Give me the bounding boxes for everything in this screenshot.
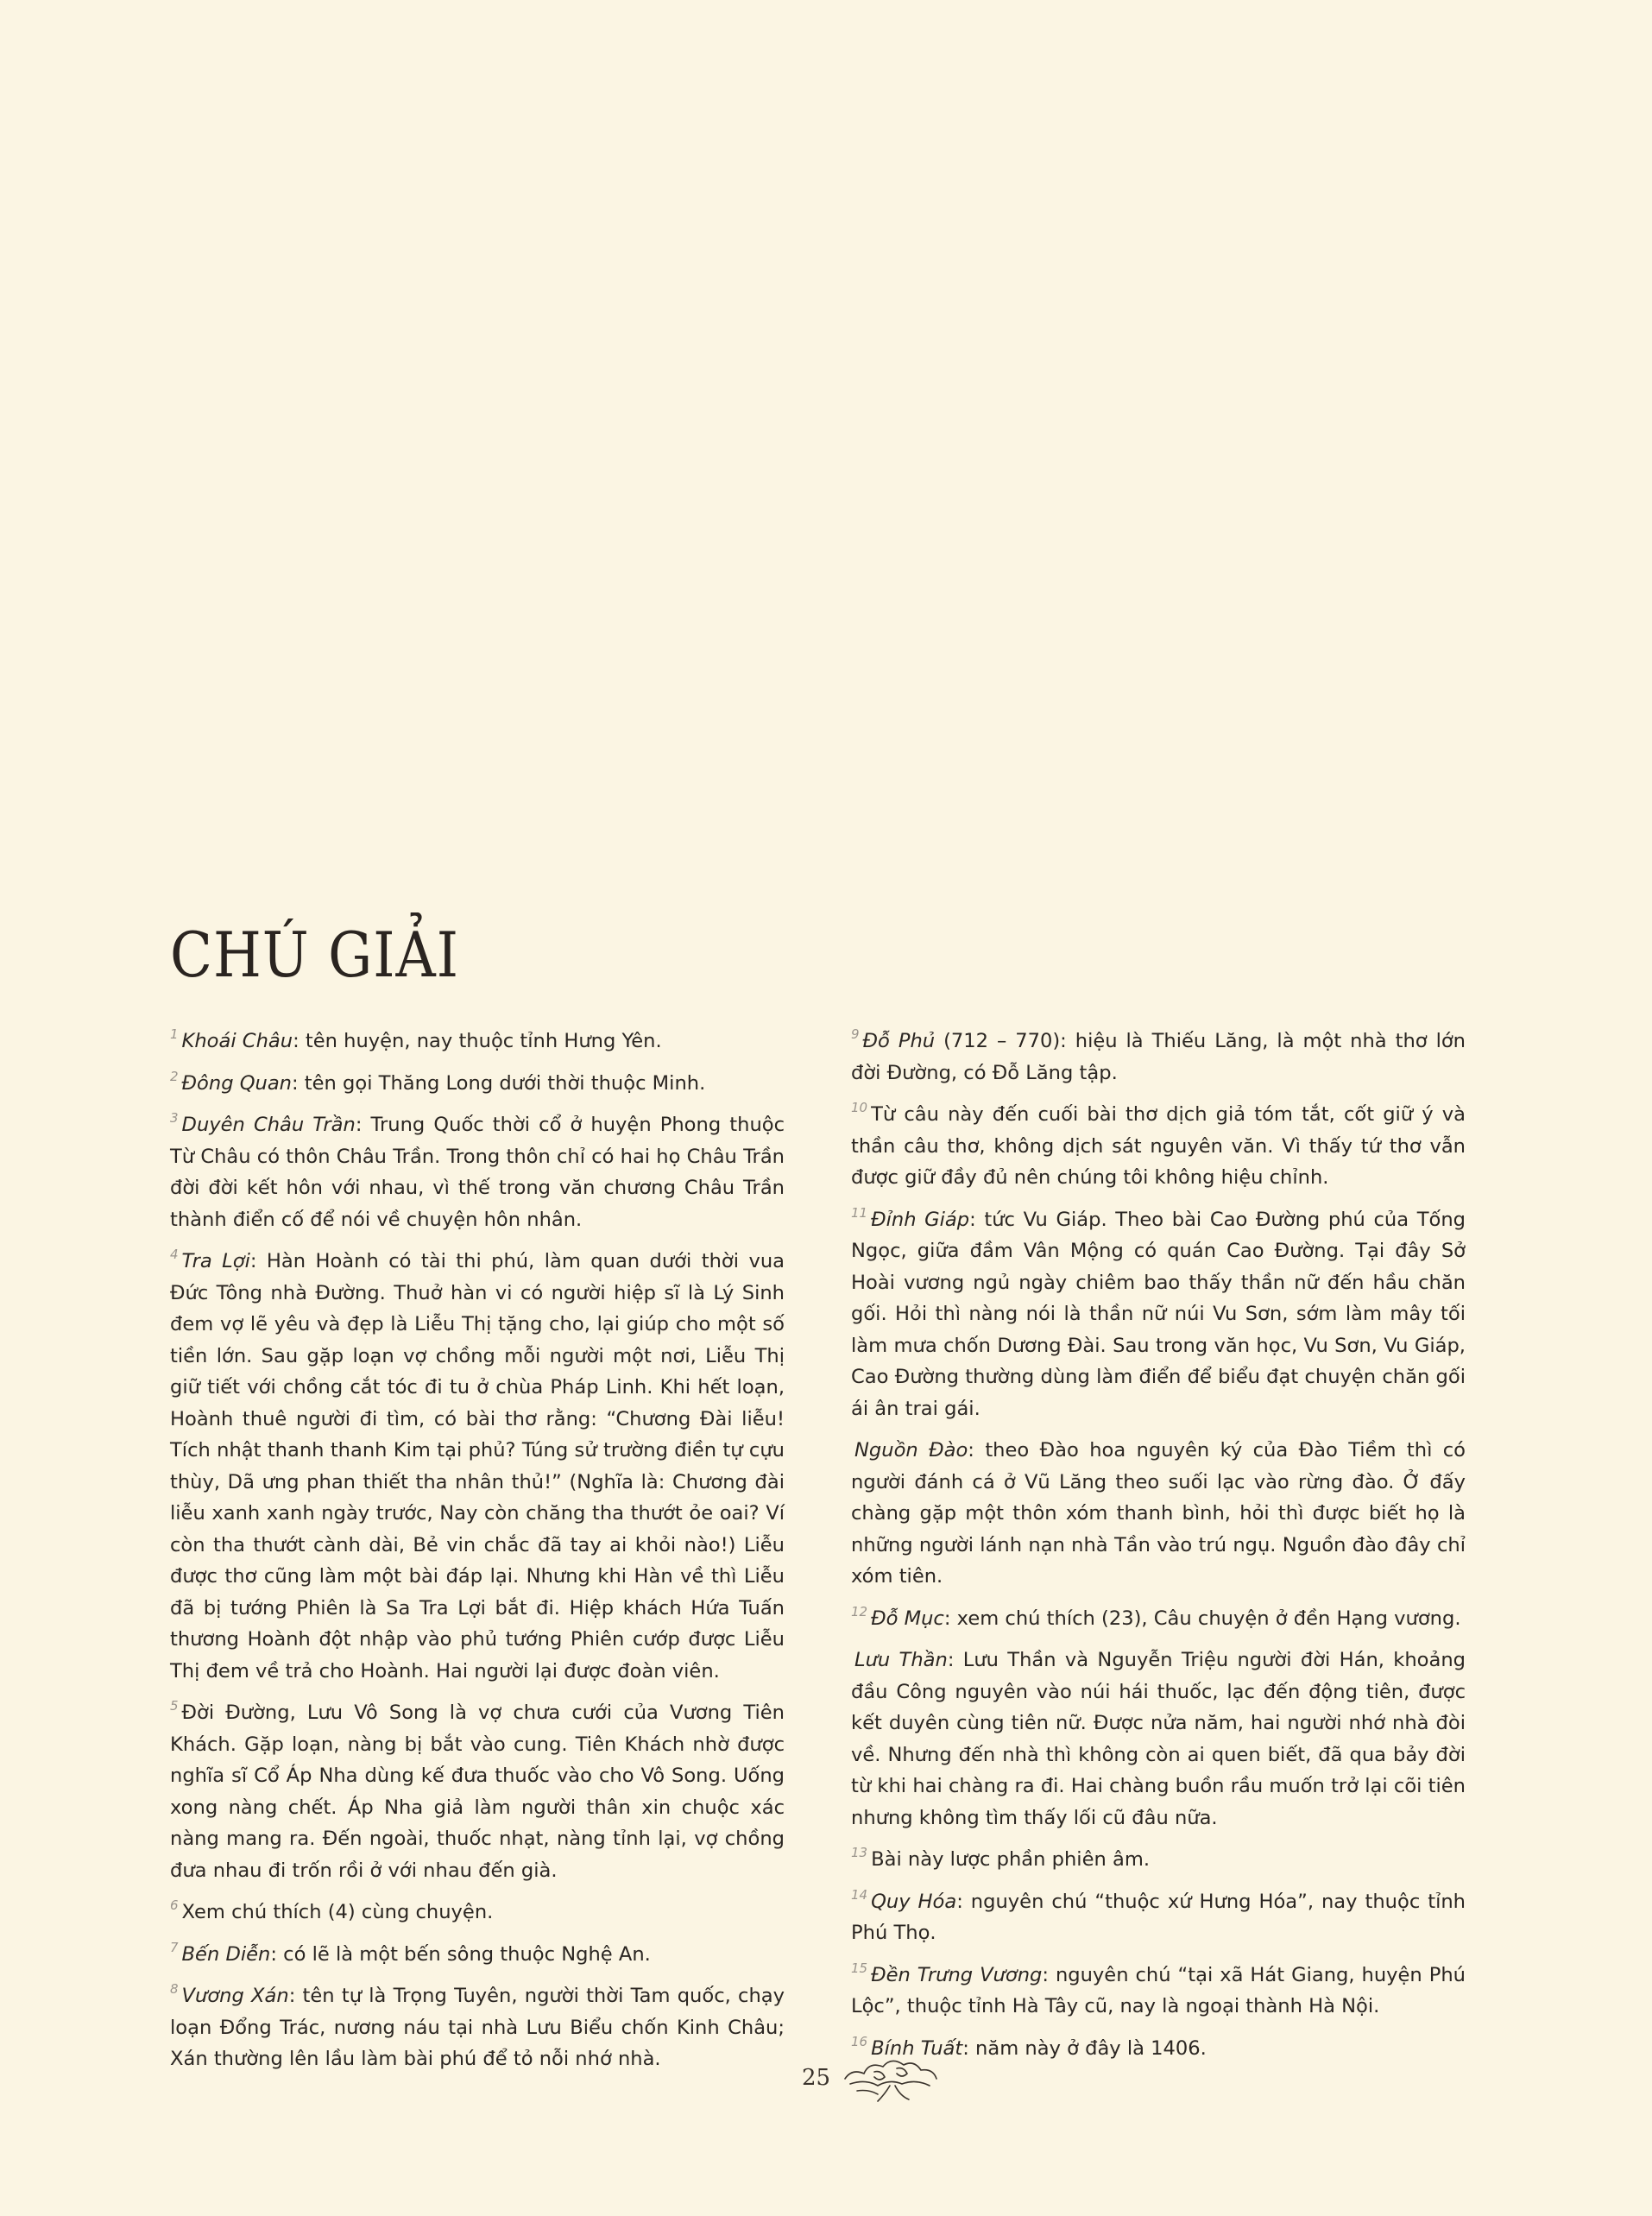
footnote-number: 14 bbox=[851, 1886, 868, 1903]
footnote-text: : xem chú thích (23), Câu chuyện ở đền Hạng vương. bbox=[943, 1607, 1461, 1630]
footnote bbox=[851, 1886, 1466, 1949]
footnote-text: Bài này lược phần phiên âm. bbox=[871, 1848, 1151, 1871]
footnote-term: Vương Xán bbox=[181, 1985, 289, 2007]
footnote bbox=[851, 1844, 1466, 1876]
footnote-number: 11 bbox=[851, 1204, 868, 1221]
footnote-term: Đỗ Mục bbox=[871, 1607, 944, 1630]
footnote-text: Đời Đường, Lưu Vô Song là vợ chưa cưới của Vương Tiên Khách. Gặp loạn, nàng bị bắt vào cung. Tiên Khách nhờ được nghĩa sĩ Cổ Áp Nha dùng kế đưa thuốc vào cho Vô Song. Uống xong nàng chết. Áp Nha giả làm người thân xin chuộc xác nàng mang ra. Đến ngoài, thuốc nhạt, nàng tỉnh lại, vợ chồng đưa nhau đi trốn rồi ở với nhau đến già. bbox=[170, 1701, 785, 1882]
footnote-text: (712 – 770): hiệu là Thiếu Lăng, là một nhà thơ lớn đời Đường, có Đỗ Lăng tập. bbox=[851, 1030, 1466, 1084]
footnote bbox=[170, 1897, 785, 1929]
footnote-number: 12 bbox=[851, 1603, 868, 1619]
footnote-number: 13 bbox=[851, 1845, 868, 1860]
footnote-text: : Lưu Thần và Nguyễn Triệu người đời Hán, khoảng đầu Công nguyên vào núi hái thuốc, lạc đến động tiên, được kết duyên cùng tiên nữ. Được nửa năm, hai người nhớ nhà đòi về. Nhưng đến nhà thì không còn ai quen biết, đã qua bảy đời từ khi hai chàng ra đi. Hai chàng buồn rầu muốn trở lại cõi tiên nhưng không tìm thấy lối cũ đâu nữa. bbox=[851, 1649, 1466, 1829]
footnote bbox=[170, 1939, 785, 1971]
footnote-text: : nguyên chú “thuộc xứ Hưng Hóa”, nay thuộc tỉnh Phú Thọ. bbox=[851, 1890, 1466, 1944]
footnote-number: 15 bbox=[851, 1960, 868, 1976]
footnote-term: Nguồn Đào bbox=[854, 1439, 968, 1462]
footnote-number: 6 bbox=[170, 1897, 179, 1913]
footnote bbox=[851, 1960, 1466, 2023]
footnote-text: : Hàn Hoành có tài thi phú, làm quan dưới thời vua Đức Tông nhà Đường. Thuở hàn vi có người hiệp sĩ là Lý Sinh đem vợ lẽ yêu và đẹp là Liễu Thị tặng cho, lại giúp cho một số tiền lớn. Sau gặp loạn vợ chồng mỗi người một nơi, Liễu Thị giữ tiết với chồng cắt tóc đi tu ở chùa Pháp Linh. Khi hết loạn, Hoành thuê người đi tìm, có bài thơ rằng: “Chương Đài liễu! Tích nhật thanh thanh Kim tại phủ? Túng sử trường điền tự cựu thùy, Dã ưng phan thiết tha nhân thủ!” (Nghĩa là: Chương đài liễu xanh xanh ngày trước, Nay còn chăng tha thướt ỏe oai? Ví còn tha thướt cành dài, Bẻ vin chắc đã tay ai khỏi nào!) Liễu được thơ cũng làm một bài đáp lại. Nhưng khi Hàn về thì Liễu đã bị tướng Phiên là Sa Tra Lợi bắt đi. Hiệp khách Hứa Tuấn thương Hoành đột nhập vào phủ tướng Phiên cướp được Liễu Thị đem về trả cho Hoành. Hai người lại được đoàn viên. bbox=[170, 1250, 785, 1683]
footnote-term: Bến Diễn bbox=[181, 1942, 271, 1966]
footnote-number: 9 bbox=[851, 1026, 860, 1042]
footnote-number: 10 bbox=[851, 1100, 868, 1115]
footnote-term: Đỉnh Giáp bbox=[871, 1208, 970, 1231]
footnote-text: : năm này ở đây là 1406. bbox=[962, 2036, 1207, 2060]
footnote bbox=[851, 1435, 1466, 1593]
footnote bbox=[170, 1980, 785, 2075]
footnote-text: : theo Đào hoa nguyên ký của Đào Tiềm thì có người đánh cá ở Vũ Lăng theo suối lạc vào rừng đào. Ở đấy chàng gặp một thôn xóm thanh bình, hỏi thì được biết họ là những người lánh nạn nhà Tần vào trú ngụ. Nguồn đào đây chỉ xóm tiên. bbox=[851, 1439, 1466, 1588]
notes-left-column bbox=[170, 1026, 785, 2086]
footnote-number: 4 bbox=[170, 1247, 179, 1262]
footnote-term: Khoái Châu bbox=[181, 1030, 293, 1052]
footnote-term: Tra Lợi bbox=[181, 1250, 250, 1272]
footnote bbox=[170, 1026, 785, 1057]
cloud-ornament-icon bbox=[840, 2053, 943, 2106]
footnote bbox=[170, 1697, 785, 1886]
footnote bbox=[170, 1246, 785, 1687]
footnote-number: 8 bbox=[170, 1981, 179, 1997]
footnote-term: Bính Tuất bbox=[871, 2036, 963, 2060]
page-number: 25 bbox=[802, 2065, 831, 2091]
footnote bbox=[851, 1026, 1466, 1089]
footnote-number: 7 bbox=[170, 1939, 179, 1955]
footnote-number: 1 bbox=[170, 1026, 179, 1042]
footnote-term: Đỗ Phủ bbox=[862, 1030, 936, 1052]
footnote-text: : nguyên chú “tại xã Hát Giang, huyện Phú Lộc”, thuộc tỉnh Hà Tây cũ, nay là ngoại thành Hà Nội. bbox=[851, 1963, 1466, 2017]
footnote-text: : Trung Quốc thời cổ ở huyện Phong thuộc Từ Châu có thôn Châu Trần. Trong thôn chỉ có hai họ Châu Trần đời đời kết hôn với nhau, vì thế trong văn chương Châu Trần thành điển cố để nói về chuyện hôn nhân. bbox=[170, 1114, 785, 1231]
footnote-number: 16 bbox=[851, 2033, 868, 2049]
footnote-number: 5 bbox=[170, 1698, 179, 1714]
footnote-text: : tức Vu Giáp. Theo bài Cao Đường phú của Tống Ngọc, giữa đầm Vân Mộng có quán Cao Đường. Tại đây Sở Hoài vương ngủ ngày chiêm bao thấy thần nữ đến hầu chăn gối. Hỏi thì nàng nói là thần nữ núi Vu Sơn, sớm làm mây tối làm mưa chốn Dương Đài. Sau trong văn học, Vu Sơn, Vu Giáp, Cao Đường thường dùng làm điển để biểu đạt chuyện chăn gối ái ân trai gái. bbox=[851, 1208, 1466, 1420]
footnote bbox=[851, 1204, 1466, 1425]
footnote-text: Từ câu này đến cuối bài thơ dịch giả tóm tắt, cốt giữ ý và thần câu thơ, không dịch sát nguyên văn. Vì thấy tứ thơ vẫn được giữ đầy đủ nên chúng tôi không hiệu chỉnh. bbox=[851, 1103, 1466, 1189]
footnote-text: : tên tự là Trọng Tuyên, người thời Tam quốc, chạy loạn Đổng Trác, nương náu tại nhà Lưu Biểu chốn Kinh Châu; Xán thường lên lầu làm bài phú để tỏ nỗi nhớ nhà. bbox=[170, 1985, 785, 2070]
footnote bbox=[851, 1645, 1466, 1834]
footnote-term: Đông Quan bbox=[181, 1071, 292, 1095]
footnote-text: : có lẽ là một bến sông thuộc Nghệ An. bbox=[270, 1942, 651, 1966]
footnote-text: : tên gọi Thăng Long dưới thời thuộc Minh. bbox=[292, 1071, 706, 1095]
footnote-term: Duyên Châu Trần bbox=[181, 1114, 356, 1136]
footnote-text: Xem chú thích (4) cùng chuyện. bbox=[181, 1901, 494, 1923]
footnote-text: : tên huyện, nay thuộc tỉnh Hưng Yên. bbox=[293, 1030, 662, 1052]
footnote bbox=[851, 1099, 1466, 1194]
footnote-term: Quy Hóa bbox=[871, 1890, 957, 1913]
footnote-term: Đền Trưng Vương bbox=[871, 1963, 1043, 1986]
footnote-term: Lưu Thần bbox=[854, 1649, 948, 1671]
footnote bbox=[170, 1109, 785, 1235]
page-heading: CHÚ GIẢI bbox=[170, 920, 459, 992]
footnote bbox=[851, 1603, 1466, 1635]
footnote bbox=[170, 1068, 785, 1100]
footnote-number: 2 bbox=[170, 1068, 179, 1084]
footnote-number: 3 bbox=[170, 1110, 179, 1126]
notes-right-column bbox=[851, 1026, 1466, 2074]
